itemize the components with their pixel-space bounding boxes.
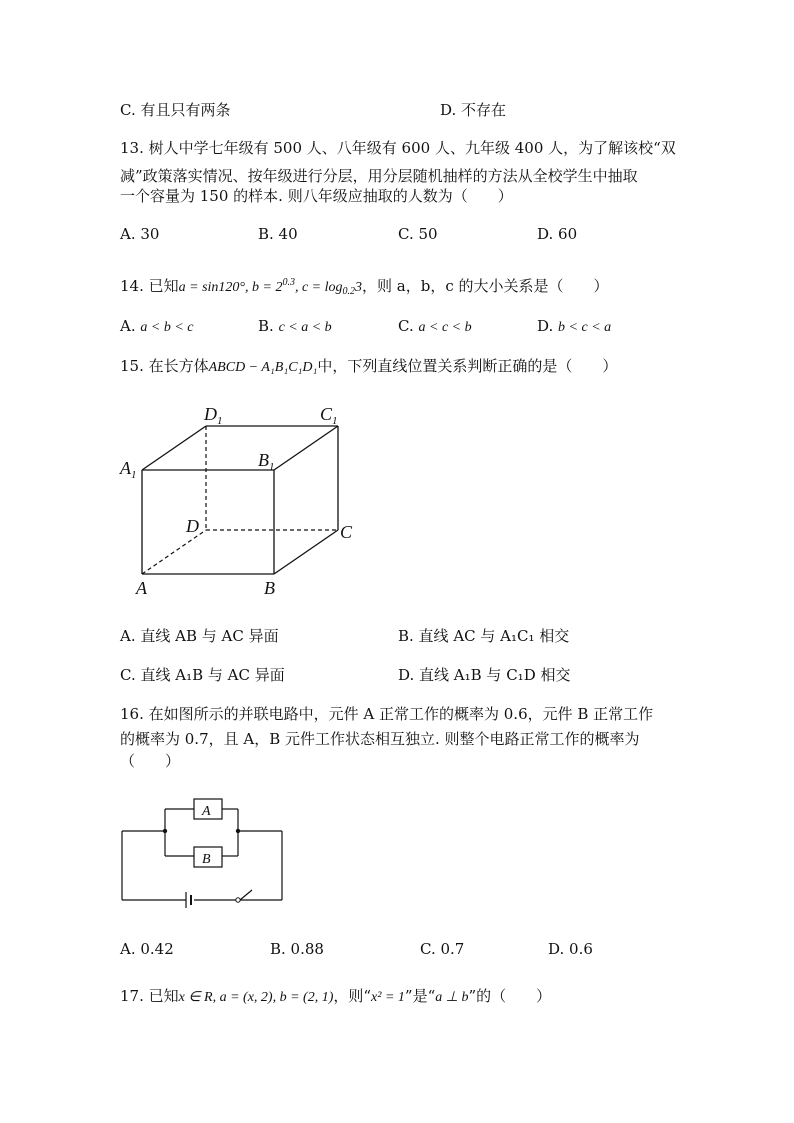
q16-option-a: A. 0.42 (120, 940, 174, 958)
q13-option-d: D. 60 (537, 225, 578, 243)
q17-statement-1: x² = 1 (371, 990, 405, 1005)
q17-is: ”是“ (404, 987, 436, 1005)
q16-option-d: D. 0.6 (548, 940, 593, 958)
q13-line-2: 减”政策落实情况、按年级进行分层，用分层随机抽样的方法从全校学生中抽取 (120, 167, 638, 185)
label-d: D (186, 516, 199, 536)
q13-line-1: 13. 树人中学七年级有 500 人、八年级有 600 人、九年级 400 人，为了解该校“双 (120, 139, 676, 157)
q17-condition: x ∈ R (178, 990, 213, 1005)
q14-option-b: B. c < a < b (258, 317, 332, 335)
q15-suffix: 中，下列直线位置关系判断正确的是（ ） (317, 357, 618, 375)
element-a-label: A (202, 804, 211, 819)
label-a: A (136, 578, 147, 598)
q15-stem (120, 356, 617, 378)
q16-line-3: （ ） (120, 752, 181, 770)
q14-c-base: 0.2 (342, 286, 356, 297)
q15-solid: ABCD − A₁B₁C₁D₁ (208, 360, 318, 375)
label-a1: $A_1$ (120, 458, 137, 481)
q14-suffix: ，则 a，b，c 的大小关系是（ ） (362, 277, 609, 295)
label-c: C (340, 522, 353, 542)
q15-option-b: B. 直线 AC 与 A₁C₁ 相交 (398, 627, 570, 645)
q13-option-b: B. 40 (258, 225, 298, 243)
q17-prefix: 17. 已知 (120, 987, 179, 1005)
q16-line-2: 的概率为 0.7，且 A，B 元件工作状态相互独立. 则整个电路正常工作的概率为 (120, 730, 640, 748)
q14-prefix: 14. 已知 (120, 277, 179, 295)
q15-option-c: C. 直线 A₁B 与 AC 异面 (120, 666, 285, 684)
q14-option-c: C. a < c < b (398, 317, 472, 335)
q16-line-1: 16. 在如图所示的并联电路中，元件 A 正常工作的概率为 0.6，元件 B 正常工作 (120, 705, 654, 723)
q12-option-c: C. 有且只有两条 (120, 101, 231, 119)
q14-c-def: c = log (301, 280, 343, 295)
q14-a-def: a = sin120° (178, 280, 246, 295)
q14-b-def: b = 2 (252, 280, 283, 295)
q15-option-a: A. 直线 AB 与 AC 异面 (120, 627, 279, 645)
q15-option-d: D. 直线 A₁B 与 C₁D 相交 (398, 666, 571, 684)
q14-stem: 14. 已知a = sin120°, $b = 2^{0.3}$, $c = \log_{0.2}3$，则 a，b，c 的大小关系是（ ） (120, 277, 609, 297)
q17-middle: ，则“ (333, 987, 372, 1005)
q14-c-arg: 3 (355, 280, 363, 295)
cuboid-figure (118, 398, 378, 603)
label-d1: $D_1$ (204, 404, 223, 427)
q13-option-c: C. 50 (398, 225, 438, 243)
q12-option-d: D. 不存在 (440, 101, 507, 119)
q16-option-c: C. 0.7 (420, 940, 465, 958)
label-b: B (264, 578, 275, 598)
q17-vector-b: b = (2, 1) (279, 990, 334, 1005)
circuit-figure (118, 792, 290, 916)
element-b-label: B (202, 852, 211, 867)
q17-vector-a: a = (x, 2) (219, 990, 273, 1005)
q14-option-a: A. a < b < c (120, 317, 194, 335)
q17-stem: 17. 已知x ∈ R, a = (x, 2), b = (2, 1)，则“x² = 1”是“a ⊥ b”的（ ） (120, 987, 552, 1005)
q13-option-a: A. 30 (120, 225, 160, 243)
q16-option-b: B. 0.88 (270, 940, 324, 958)
q17-statement-2: a ⊥ b (435, 990, 469, 1005)
q13-line-3: 一个容量为 150 的样本. 则八年级应抽取的人数为（ ） (120, 187, 513, 205)
q14-b-exp: 0.3 (282, 277, 295, 288)
label-c1: $C_1$ (320, 404, 338, 427)
q15-prefix: 15. 在长方体 (120, 357, 209, 375)
q17-suffix: ”的（ ） (468, 987, 552, 1005)
q14-option-d: D. b < c < a (537, 317, 612, 335)
label-b1: $B_1$ (258, 450, 275, 473)
